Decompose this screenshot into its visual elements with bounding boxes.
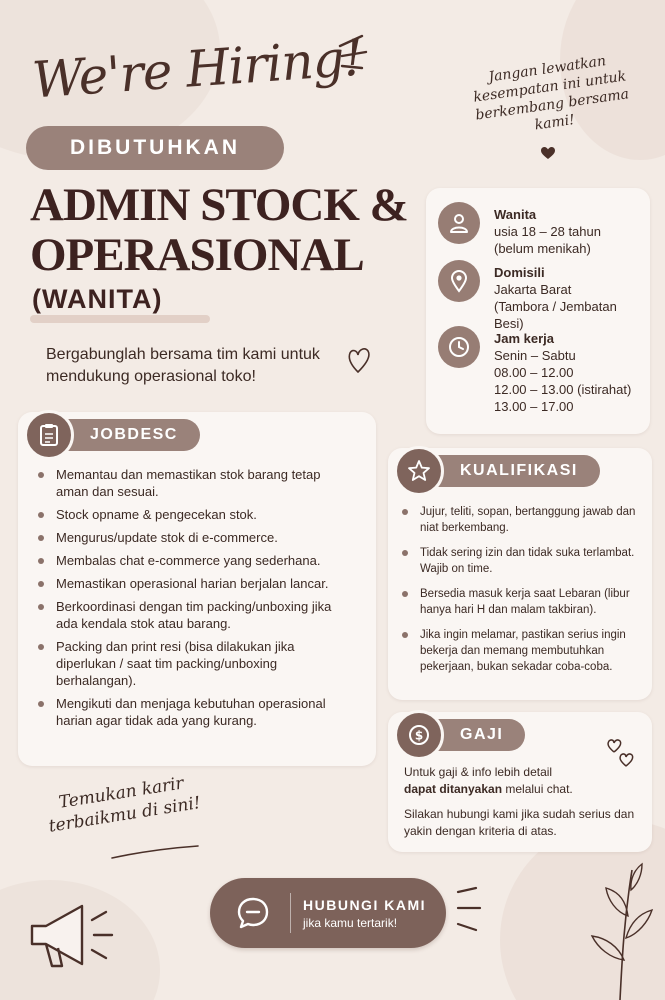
gaji-header <box>394 710 525 760</box>
info-gender-line1: usia 18 – 28 tahun <box>494 224 601 239</box>
info-jam-line1: Senin – Sabtu <box>494 348 576 363</box>
kualifikasi-title: KUALIFIKASI <box>414 455 600 487</box>
clock-icon <box>438 326 480 368</box>
find-career-text: Temukan karir terbaikmu di sini! <box>47 773 203 837</box>
kualifikasi-card <box>388 448 652 700</box>
info-jam-label: Jam kerja <box>494 331 554 346</box>
info-jam-line2: 08.00 – 12.00 <box>494 365 574 380</box>
jobdesc-header <box>24 410 200 460</box>
info-domisili-line1: Jakarta Barat <box>494 282 572 297</box>
gaji-text1-a: Untuk gaji & info lebih detail <box>404 765 553 779</box>
list-item: Memantau dan memastikan stok barang tetap aman dan sesuai. <box>34 466 350 500</box>
leaf-branch-icon <box>580 860 660 1000</box>
sparkle-lines-icon <box>454 884 484 934</box>
gaji-title: GAJI <box>414 719 525 751</box>
list-item: Tidak sering izin dan tidak suka terlambat. Wajib on time. <box>398 545 646 577</box>
list-item: Mengikuti dan menjaga kebutuhan operasional harian agar tidak ada yang kurang. <box>34 695 350 729</box>
dibutuhkan-badge: DIBUTUHKAN <box>26 126 284 170</box>
list-item: Jujur, teliti, sopan, bertanggung jawab dan niat berkembang. <box>398 504 646 536</box>
gaji-text2: Silakan hubungi kami jika sudah serius dan yakin dengan kriteria di atas. <box>404 807 635 838</box>
gaji-text1-bold: dapat ditanyakan <box>404 782 503 796</box>
page-title-line2: OPERASIONAL <box>30 229 364 281</box>
list-item: Berkoordinasi dengan tim packing/unboxing jika ada kendala stok atau barang. <box>34 598 350 632</box>
cta-subtitle: jika kamu tertarik! <box>303 915 398 930</box>
list-item: Bersedia masuk kerja saat Lebaran (libur hanya hari H dan malam takbiran). <box>398 586 646 618</box>
page-title-line1: ADMIN STOCK & <box>30 179 408 231</box>
tagline: Jangan lewatkan kesempatan ini untuk berkembang bersama kami! <box>472 53 631 134</box>
svg-text:$: $ <box>414 728 424 743</box>
info-jam-line3: 12.00 – 13.00 (istirahat) <box>494 382 632 397</box>
hiring-heading: We're Hiring! <box>30 28 365 110</box>
list-item: Packing dan print resi (bisa dilakukan jika diperlukan / saat tim packing/unboxing berhalangan). <box>34 638 350 689</box>
list-item: Membalas chat e-commerce yang sederhana. <box>34 552 350 569</box>
info-domisili-line2: (Tambora / Jembatan Besi) <box>494 299 617 331</box>
heart-icon <box>540 146 556 160</box>
chat-bubble-icon <box>230 890 276 936</box>
heart-outline-icon <box>346 344 372 376</box>
clipboard-icon <box>24 410 74 460</box>
kualifikasi-header <box>394 446 600 496</box>
info-domisili <box>438 260 650 332</box>
contact-button[interactable] <box>210 878 446 948</box>
sparkle-lines-icon <box>334 28 374 78</box>
cta-title: HUBUNGI KAMI <box>303 896 426 913</box>
page-title-line3: (WANITA) <box>32 284 163 314</box>
list-item: Jika ingin melamar, pastikan serius ingin bekerja dan memang membutuhkan pekerjaan, bukan sekadar coba-coba. <box>398 627 646 675</box>
money-icon <box>394 710 444 760</box>
list-item: Memastikan operasional harian berjalan lancar. <box>34 575 350 592</box>
gaji-card <box>388 712 652 852</box>
info-gender-line2: (belum menikah) <box>494 241 591 256</box>
person-icon <box>438 202 480 244</box>
hearts-doodle-icon <box>604 736 640 770</box>
list-item: Mengurus/update stok di e-commerce. <box>34 529 350 546</box>
info-jam-line4: 13.00 – 17.00 <box>494 399 574 414</box>
jobdesc-title: JOBDESC <box>44 419 200 451</box>
star-icon <box>394 446 444 496</box>
list-item: Stock opname & pengecekan stok. <box>34 506 350 523</box>
info-card <box>426 188 650 434</box>
jobdesc-card <box>18 412 376 766</box>
info-domisili-label: Domisili <box>494 265 545 280</box>
info-gender-label: Wanita <box>494 207 537 222</box>
location-pin-icon <box>438 260 480 302</box>
intro-text: Bergabunglah bersama tim kami untuk mendukung operasional toko! <box>46 346 320 385</box>
info-gender <box>438 202 601 257</box>
title-underline <box>30 315 210 323</box>
info-jam <box>438 326 631 415</box>
cta-divider <box>290 893 291 933</box>
jobdesc-list <box>34 466 350 735</box>
cta-text <box>303 897 426 930</box>
megaphone-icon <box>22 892 122 976</box>
kualifikasi-list <box>398 504 646 684</box>
underline-doodle-icon <box>110 844 200 860</box>
gaji-text1 <box>404 764 634 798</box>
gaji-text1-c: melalui chat. <box>502 782 573 796</box>
